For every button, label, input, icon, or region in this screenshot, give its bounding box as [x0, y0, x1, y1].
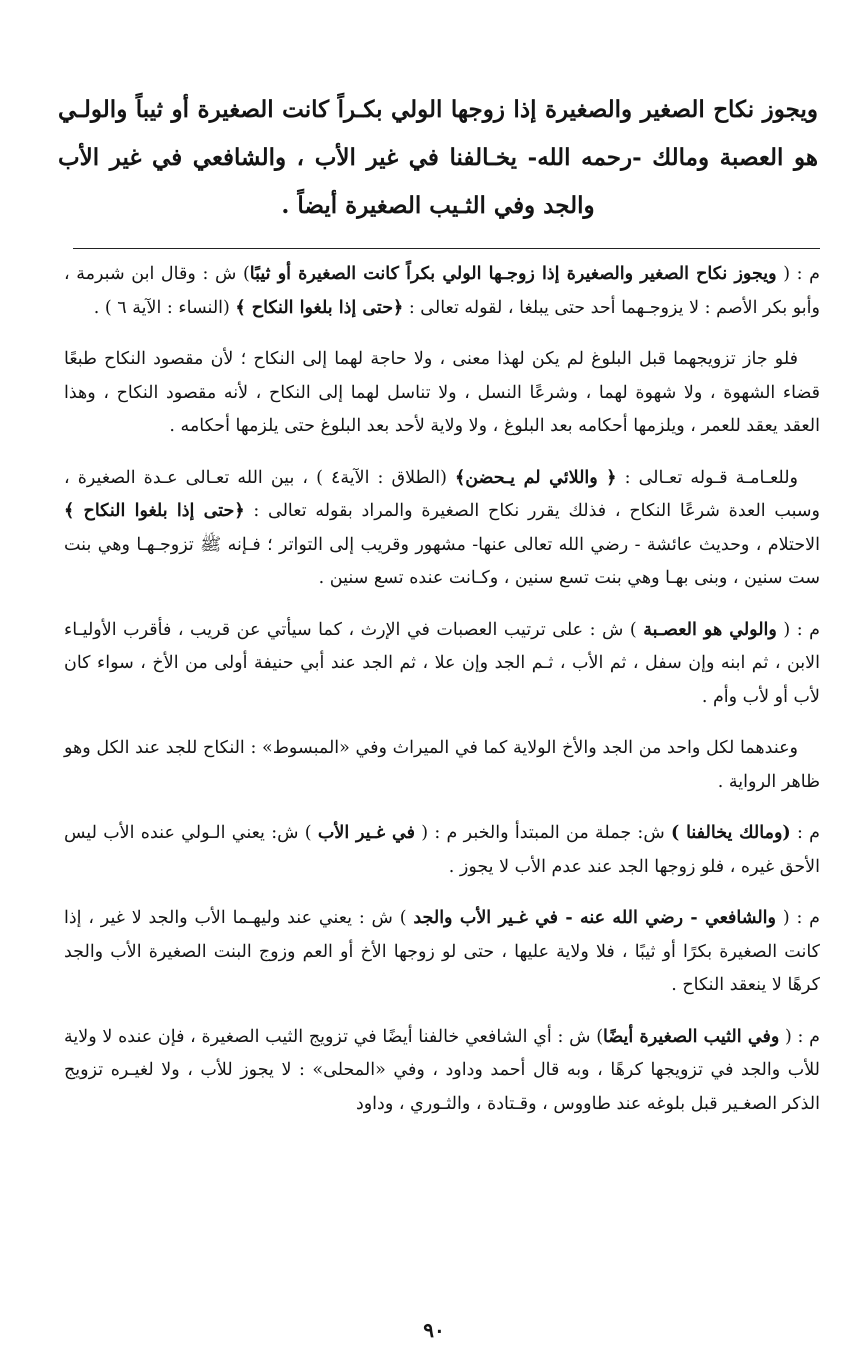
matn-quote: والشافعي - رضي الله عنه - في غـير الأب والجد [413, 908, 776, 928]
quran-verse: ﴿حتى إذا بلغوا النكاح ﴾ [235, 297, 404, 318]
matn-quote: في غـير الأب [317, 823, 415, 843]
divider-line [73, 248, 820, 249]
paragraph-7: م : ( والشافعي - رضي الله عنه - في غـير الأب والجد ) ش : يعني عند وليهـما الأب والجد لا غير ، إذا كانت الصغيرة بكرًا أو ثيبًا ، فلا ولاية عليها ، حتى لو زوجها الأخ أو العم وزوج البنت الصغيرة الأب والجد كرهًا لا ينعقد النكاح . [64, 908, 821, 995]
paragraph-5: وعندهما لكل واحد من الجد والأخ الولاية كما في الميراث وفي «المبسوط» : النكاح للجد عند الكل وهو ظاهر الرواية . [64, 738, 820, 792]
matn-quote: وفي الثيب الصغيرة أيضًا [603, 1026, 780, 1047]
paragraph-2: فلو جاز تزويجهما قبل البلوغ لم يكن لهذا معنى ، ولا حاجة لهما إلى النكاح ؛ لأن مقصود النكاح طبعًا قضاء الشهوة ، ولا شهوة لهما ، وشرعًا النسل ، ولا تناسل لهما إلى النكاح ، لأنه مقصود النكاح ، وهذا العقد يعقد للعمر ، ويلزمها أحكامه بعد البلوغ ، ولا ولاية لأحد بعد البلوغ حتى يلزمها أحكامه . [64, 349, 820, 436]
matn-quote: والولي هو العصـبة [643, 619, 777, 640]
matn-text: ويجوز نكاح الصغير والصغيرة إذا زوجها الولي بكـراً كانت الصغيرة أو ثيباً والولـي هو العصبة ومالك -رحمه الله- يخـالفنا في غير الأب ، والشافعي في غير الأب والجد وفي الثـيب الصغيرة أيضاً . [58, 96, 818, 219]
paragraph-3: وللعـامـة قـوله تعـالى : ﴿ واللائي لم يـحضن﴾ (الطلاق : الآية٤ ) ، بين الله تعـالى عـدة الصغيرة ، وسبب العدة شرعًا النكاح ، فذلك يقرر نكاح الصغيرة والمراد بقوله تعالى : ﴿حتى إذا بلغوا النكاح ﴾ الاحتلام ، وحديث عائشة - رضي الله تعالى عنها- مشهور وقريب إلى التواتر ؛ فـإنه ﷺ تزوجـهـا وهي بنت ست سنين ، وبنى بهـا وهي بنت تسع سنين ، وكـانت عنده تسع سنين . [64, 467, 820, 588]
page-number: ٩٠ [423, 1318, 445, 1342]
quran-verse: ﴿ واللائي لم يـحضن﴾ [454, 467, 617, 488]
paragraph-8: م : ( وفي الثيب الصغيرة أيضًا) ش : أي الشافعي خالفنا أيضًا في تزويج الثيب الصغيرة ، فإن عنده لا ولاية للأب والجد في تزويجها كرهًا ، وبه قال أحمد وداود ، وفي «المحلى» : لا يجوز للأب ، ولا لغيـره تزويج الذكر الصغـير قبل بلوغه عند طاووس ، وقـتادة ، والثـوري ، وداود [64, 1026, 820, 1114]
quran-verse: ﴿حتى إذا بلغوا النكاح ﴾ [64, 501, 245, 521]
paragraph-1: م : ( ويجوز نكاح الصغير والصغيرة إذا زوجـها الولي بكراً كانت الصغيرة أو ثيبًا) ش : وقال ابن شبرمة ، وأبو بكر الأصم : لا يزوجـهما أحد حتى يبلغا ، لقوله تعالى : ﴿حتى إذا بلغوا النكاح ﴾ (النساء : الآية ٦ ) . [64, 264, 820, 318]
matn-quote: ويجوز نكاح الصغير والصغيرة إذا زوجـها الولي بكراً كانت الصغيرة أو ثيبًا [249, 264, 777, 284]
commentary [64, 258, 820, 1139]
paragraph-6: م : (ومالك يخالفنا ) ش: جملة من المبتدأ والخبر م : ( في غـير الأب ) ش: يعني الـولي عنده الأب ليس الأحق غيره ، فلو زوجها الجد عند عدم الأب لا يجوز . [64, 823, 821, 877]
matn-quote: (ومالك يخالفنا ) [670, 823, 791, 843]
paragraph-4: م : ( والولي هو العصـبة ) ش : على ترتيب العصبات في الإرث ، كما سيأتي عن قريب ، فأقرب الأوليـاء الابن ، ثم ابنه وإن سفل ، ثم الأب ، ثـم الجد وإن علا ، ثم الجد عند أبي حنيفة أولى من الأخ ، سواء كان لأب أو لأب وأم . [64, 619, 820, 707]
